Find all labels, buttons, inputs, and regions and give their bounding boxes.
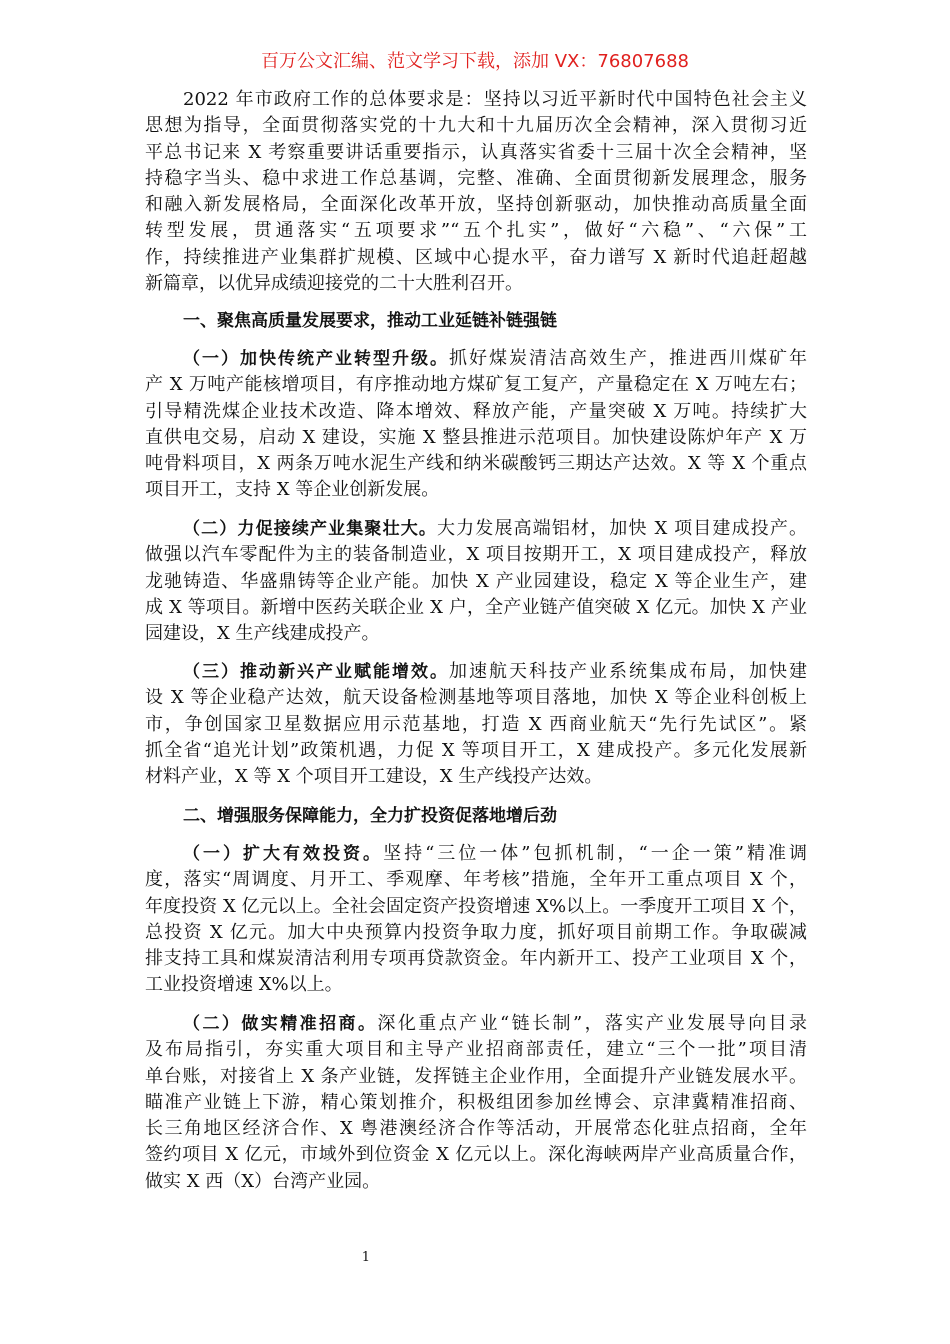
section-heading-1: 一、聚焦高质量发展要求，推动工业延链补链强链 bbox=[183, 311, 557, 331]
text-line: 产 X 万吨产能核增项目，有序推动地方煤矿复工复产，产量稳定在 X 万吨左右； bbox=[145, 374, 807, 396]
text-line: 抓好煤炭清洁高效生产，推进西川煤矿年 bbox=[449, 348, 807, 369]
text-line: 新篇章，以优异成绩迎接党的二十大胜利召开。 bbox=[145, 273, 523, 295]
text-line: 大力发展高端铝材，加快 X 项目建成投产。 bbox=[437, 518, 807, 539]
text-line: 抓全省“追光计划”政策机遇，力促 X 等项目开工，X 建成投产。多元化发展新 bbox=[145, 739, 807, 761]
paragraph-2 bbox=[145, 516, 807, 647]
paragraph-3 bbox=[145, 659, 807, 790]
intro-paragraph bbox=[145, 87, 807, 297]
paragraph-lead: （一）加快传统产业转型升级。 bbox=[183, 349, 449, 369]
text-line: 深化重点产业“链长制”，落实产业发展导向目录 bbox=[377, 1013, 808, 1034]
text-line: 工业投资增速 X%以上。 bbox=[145, 974, 343, 996]
text-line: 坚持“三位一体”包抓机制，“一企一策”精准调 bbox=[383, 843, 807, 864]
text-line: 加速航天科技产业系统集成布局，加快建 bbox=[449, 661, 807, 682]
text-line: 瞄准产业链上下游，精心策划推介，积极组团参加丝博会、京津冀精准招商、 bbox=[145, 1091, 807, 1113]
text-line: 引导精洗煤企业技术改造、降本增效、释放产能，产量突破 X 万吨。持续扩大 bbox=[145, 400, 807, 422]
text-line: 作，持续推进产业集群扩规模、区域中心提水平，奋力谱写 X 新时代追赶超越 bbox=[145, 246, 807, 268]
watermark-banner: 百万公文汇编、范文学习下载，添加 VX：76807688 bbox=[261, 51, 689, 72]
paragraph-lead: （三）推动新兴产业赋能增效。 bbox=[183, 662, 449, 682]
text-line: 持稳字当头、稳中求进工作总基调，完整、准确、全面贯彻新发展理念，服务 bbox=[145, 167, 807, 189]
text-line: 总投资 X 亿元。加大中央预算内投资争取力度，抓好项目前期工作。争取碳减 bbox=[145, 921, 807, 943]
page-number: 1 bbox=[361, 1250, 370, 1265]
text-line: 龙驰铸造、华盛鼎铸等企业产能。加快 X 产业园建设，稳定 X 等企业生产，建 bbox=[145, 570, 807, 592]
text-line: 设 X 等企业稳产达效，航天设备检测基地等项目落地，加快 X 等企业科创板上 bbox=[145, 687, 807, 709]
text-line: 和融入新发展格局，全面深化改革开放，坚持创新驱动，加快推动高质量全面 bbox=[145, 194, 807, 216]
paragraph-4 bbox=[145, 841, 807, 999]
text-line: 长三角地区经济合作、X 粤港澳经济合作等活动，开展常态化驻点招商，全年 bbox=[145, 1118, 807, 1140]
text-line: 年度投资 X 亿元以上。全社会固定资产投资增速 X%以上。一季度开工项目 X 个， bbox=[145, 895, 807, 917]
text-line: 吨骨料项目，X 两条万吨水泥生产线和纳米碳酸钙三期达产达效。X 等 X 个重点 bbox=[145, 453, 807, 475]
text-line: 成 X 等项目。新增中医药关联企业 X 户，全产业链产值突破 X 亿元。加快 X 产业 bbox=[145, 596, 807, 618]
text-line: 度，落实“周调度、月开工、季观摩、年考核”措施，全年开工重点项目 X 个， bbox=[145, 869, 807, 891]
text-line: 做强以汽车零配件为主的装备制造业，X 项目按期开工，X 项目建成投产，释放 bbox=[145, 544, 807, 566]
paragraph-lead: （二）力促接续产业集聚壮大。 bbox=[183, 519, 438, 539]
text-line: 排支持工具和煤炭清洁利用专项再贷款资金。年内新开工、投产工业项目 X 个， bbox=[145, 948, 807, 970]
text-line: 转型发展，贯通落实“五项要求”“五个扎实”，做好“六稳”、“六保”工 bbox=[145, 220, 807, 242]
text-line: 材料产业，X 等 X 个项目开工建设，X 生产线投产达效。 bbox=[145, 766, 603, 788]
text-line: 签约项目 X 亿元，市域外到位资金 X 亿元以上。深化海峡两岸产业高质量合作， bbox=[145, 1144, 807, 1166]
text-line: 及布局指引，夯实重大项目和主导产业招商部责任，建立“三个一批”项目清 bbox=[145, 1039, 807, 1061]
text-line: 思想为指导，全面贯彻落实党的十九大和十九届历次全会精神，深入贯彻习近 bbox=[145, 115, 807, 137]
text-line: 市，争创国家卫星数据应用示范基地，打造 X 西商业航天“先行先试区”。紧 bbox=[145, 713, 807, 735]
text-line: 园建设，X 生产线建成投产。 bbox=[145, 623, 380, 645]
text-line: 2022 年市政府工作的总体要求是：坚持以习近平新时代中国特色社会主义 bbox=[183, 89, 807, 110]
paragraph-lead: （二）做实精准招商。 bbox=[183, 1014, 378, 1034]
paragraph-1 bbox=[145, 346, 807, 504]
section-heading-2: 二、增强服务保障能力，全力扩投资促落地增后劲 bbox=[183, 806, 557, 826]
paragraph-5 bbox=[145, 1011, 807, 1195]
text-line: 直供电交易，启动 X 建设，实施 X 整县推进示范项目。加快建设陈炉年产 X 万 bbox=[145, 426, 807, 448]
text-line: 单台账，对接省上 X 条产业链，发挥链主企业作用，全面提升产业链发展水平。 bbox=[145, 1065, 807, 1087]
text-line: 做实 X 西（X）台湾产业园。 bbox=[145, 1170, 381, 1192]
text-line: 项目开工，支持 X 等企业创新发展。 bbox=[145, 479, 440, 501]
paragraph-lead: （一）扩大有效投资。 bbox=[183, 844, 384, 864]
text-line: 平总书记来 X 考察重要讲话重要指示，认真落实省委十三届十次全会精神，坚 bbox=[145, 141, 807, 163]
